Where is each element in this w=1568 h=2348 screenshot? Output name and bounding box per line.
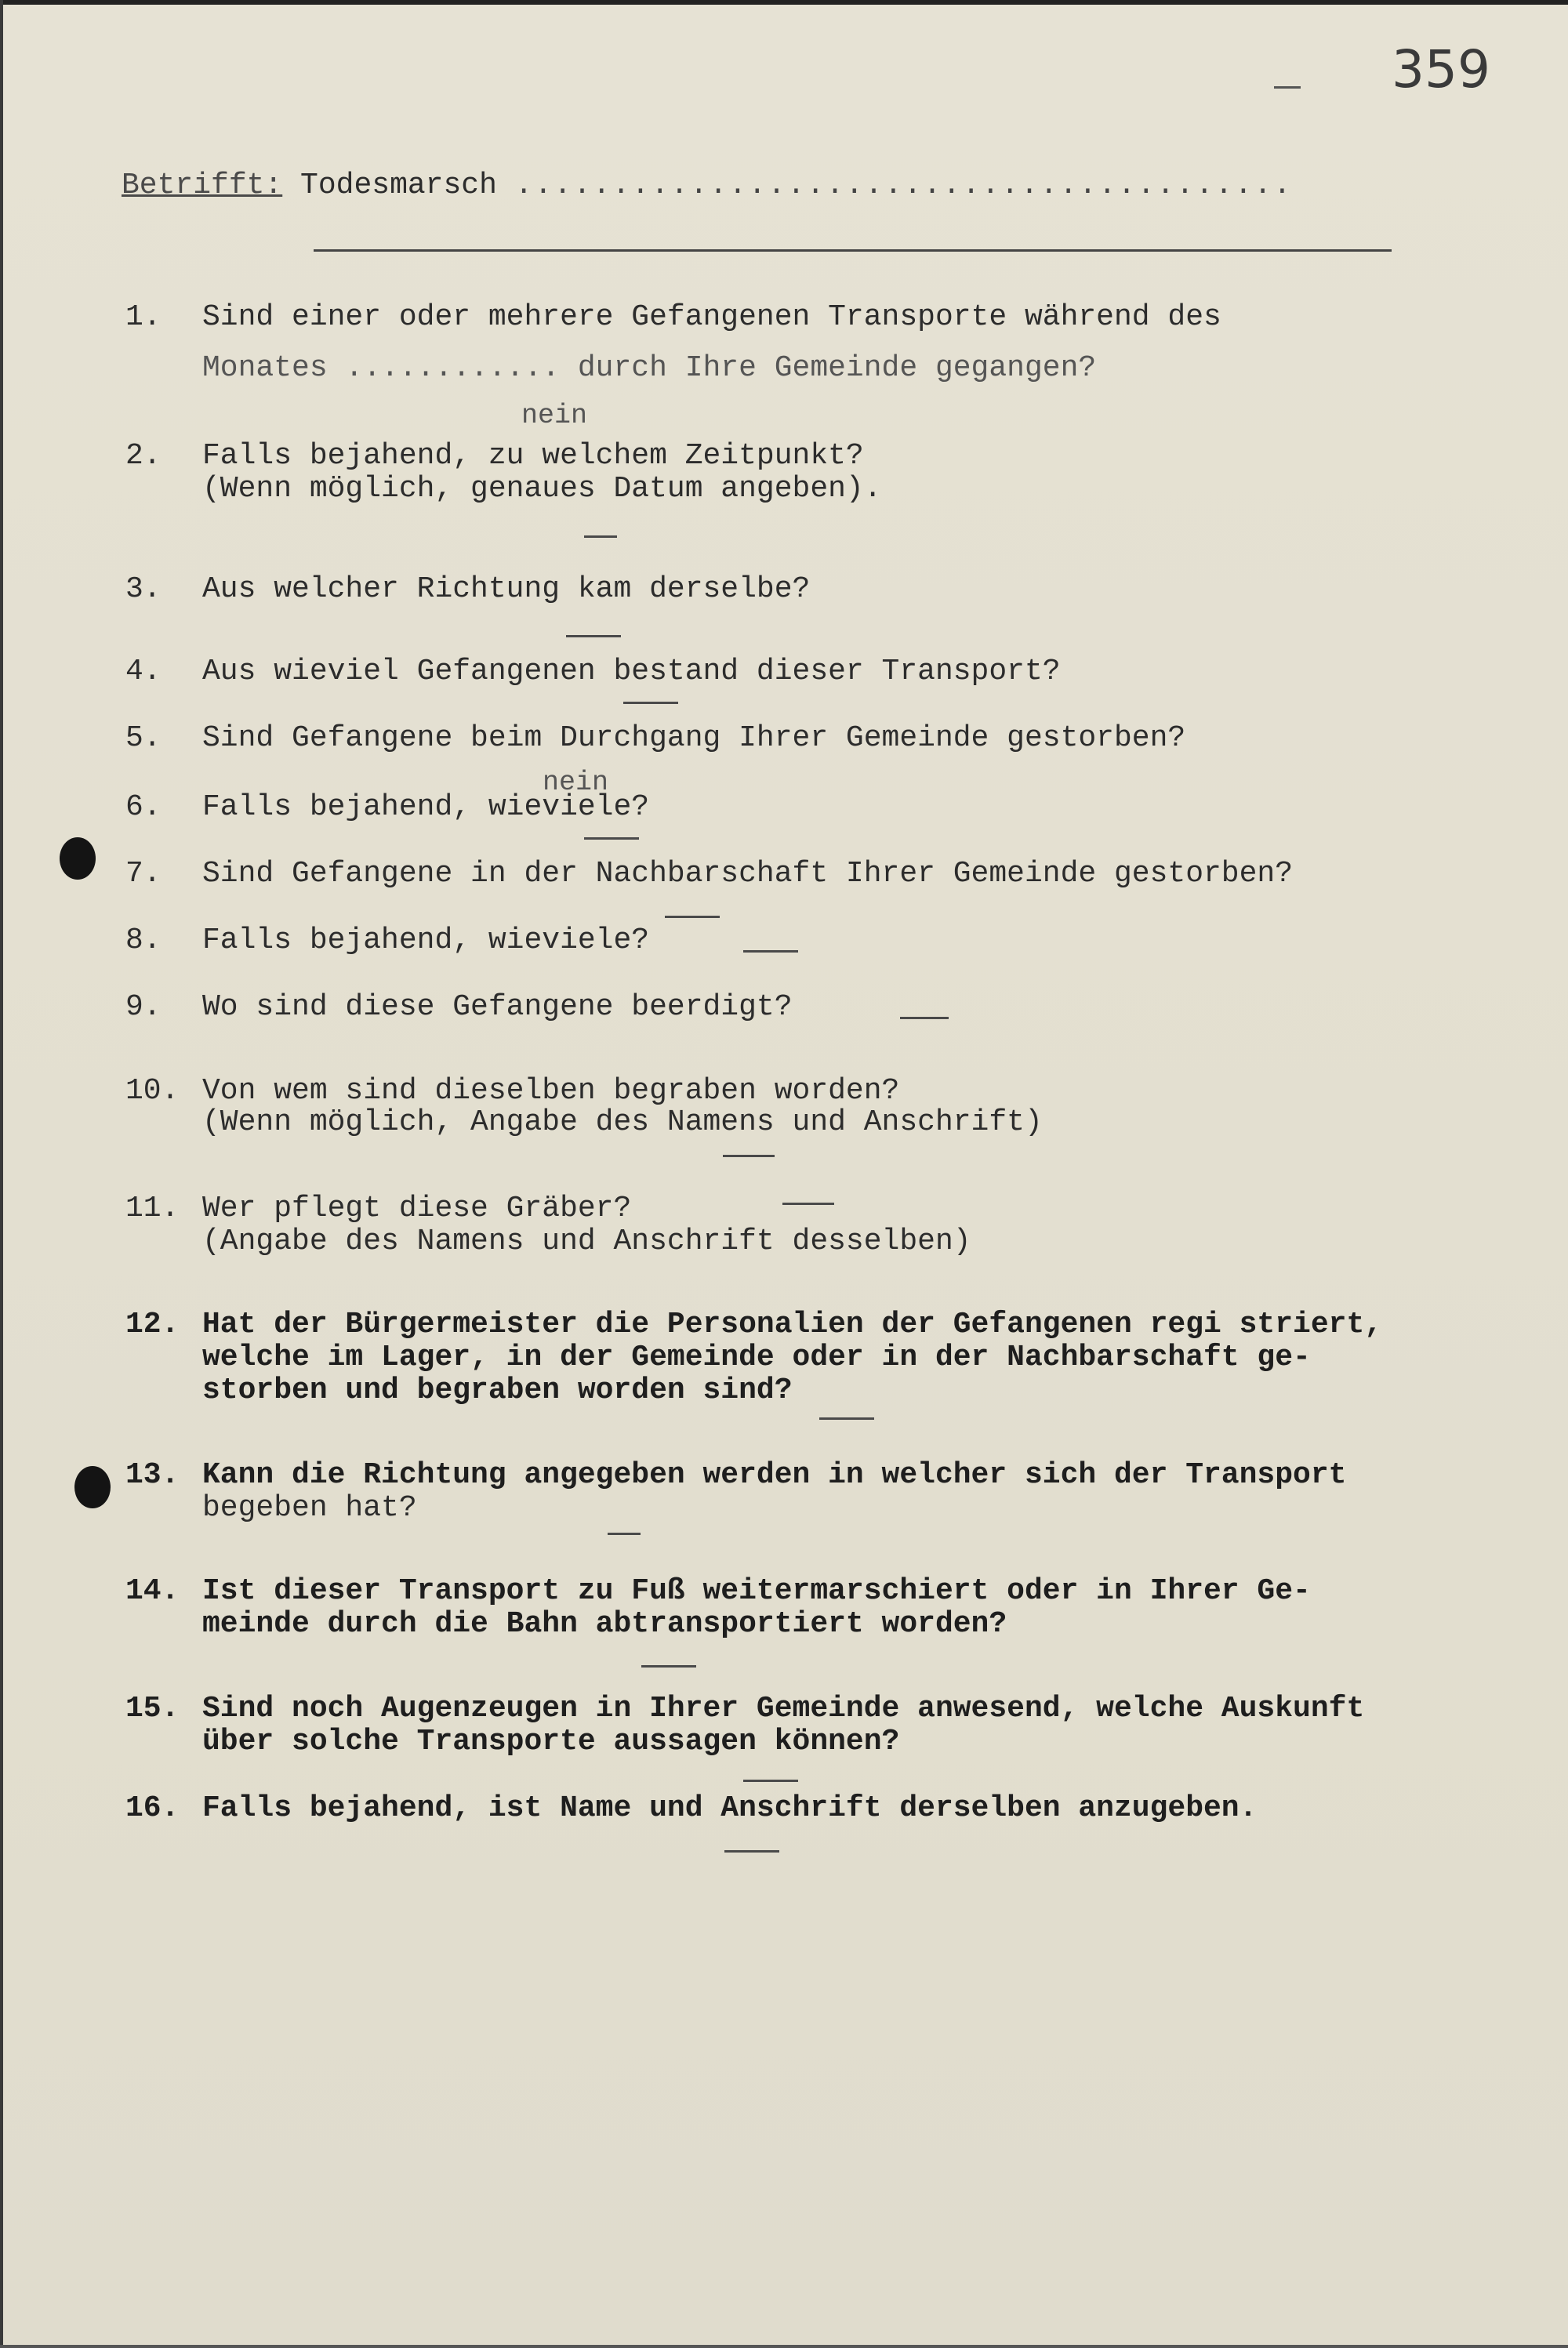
answer-dash [743, 950, 798, 953]
answer-dash [584, 535, 617, 538]
page-number: 359 [1392, 39, 1490, 100]
question-text: welche im Lager, in der Gemeinde oder in der Nachbarschaft ge- [202, 1341, 1311, 1374]
question-2-line-2 [125, 472, 882, 506]
question-14 [125, 1574, 1311, 1609]
subject-value: Todesmarsch [300, 169, 497, 202]
answer-dash [584, 837, 639, 840]
page-number-dash [1274, 86, 1301, 89]
question-text: Sind einer oder mehrere Gefangenen Transporte während des [202, 300, 1221, 334]
question-number: 15. [125, 1692, 180, 1726]
question-number: 9. [125, 990, 162, 1024]
question-13-line-2 [125, 1491, 417, 1526]
question-11-line-2 [125, 1225, 971, 1259]
question-text: begeben hat? [202, 1491, 417, 1525]
question-text: Aus welcher Richtung kam derselbe? [202, 572, 811, 606]
question-4 [125, 655, 1061, 689]
question-12-line-3 [125, 1374, 793, 1408]
question-text: Falls bejahend, zu welchem Zeitpunkt? [202, 439, 864, 473]
punch-hole-bottom [74, 1466, 111, 1508]
question-text: storben und begraben worden sind? [202, 1374, 793, 1407]
subject-line [122, 169, 1293, 202]
question-number: 1. [125, 300, 162, 334]
question-2 [125, 439, 864, 474]
answer-dash [743, 1780, 798, 1782]
scan-edge-top [0, 0, 1568, 5]
question-text: Aus wieviel Gefangenen bestand dieser Transport? [202, 655, 1061, 688]
question-text: meinde durch die Bahn abtransportiert worden? [202, 1607, 1007, 1641]
answer-dash [641, 1665, 696, 1668]
question-15 [125, 1692, 1364, 1726]
question-text: (Angabe des Namens und Anschrift desselben) [202, 1225, 971, 1258]
question-5 [125, 721, 1185, 756]
answer-dash [819, 1417, 874, 1420]
question-text: Wer pflegt diese Gräber? [202, 1192, 632, 1225]
question-text: Falls bejahend, ist Name und Anschrift derselben anzugeben. [202, 1791, 1258, 1825]
question-number: 2. [125, 439, 162, 473]
question-text: über solche Transporte aussagen können? [202, 1725, 900, 1758]
question-8 [125, 924, 649, 958]
question-11 [125, 1192, 631, 1226]
answer-dash [623, 702, 678, 704]
question-number: 16. [125, 1791, 180, 1825]
question-number: 10. [125, 1074, 180, 1108]
question-9 [125, 990, 793, 1025]
question-text: Von wem sind dieselben begraben worden? [202, 1074, 900, 1108]
question-number: 3. [125, 572, 162, 606]
scan-edge-bottom [0, 2345, 1568, 2348]
answer-dash [566, 635, 621, 637]
question-number: 4. [125, 655, 162, 688]
answer-dash [665, 916, 720, 918]
question-text: Falls bejahend, wieviele? [202, 790, 650, 824]
question-number: 14. [125, 1574, 180, 1608]
punch-hole-top [60, 837, 96, 880]
subject-dots: ........................................ [514, 169, 1293, 202]
question-13 [125, 1458, 1346, 1493]
question-14-line-2 [125, 1607, 1007, 1642]
question-text: Ist dieser Transport zu Fuß weitermarschiert oder in Ihrer Ge- [202, 1574, 1311, 1608]
question-number: 12. [125, 1308, 180, 1341]
question-text: Sind Gefangene in der Nachbarschaft Ihrer Gemeinde gestorben? [202, 857, 1294, 891]
question-12-line-2 [125, 1341, 1311, 1375]
question-12 [125, 1308, 1382, 1342]
question-6 [125, 790, 649, 825]
question-15-line-2 [125, 1725, 899, 1759]
subject-rule [314, 249, 1392, 252]
question-3 [125, 572, 810, 607]
question-number: 7. [125, 857, 162, 891]
question-text: Wo sind diese Gefangene beerdigt? [202, 990, 793, 1024]
question-text: Sind Gefangene beim Durchgang Ihrer Gemeinde gestorben? [202, 721, 1186, 755]
question-text: Kann die Richtung angegeben werden in welcher sich der Transport [202, 1458, 1347, 1492]
answer-dash [900, 1017, 949, 1019]
question-number: 6. [125, 790, 162, 824]
answer-dash [608, 1533, 641, 1535]
question-10-line-2 [125, 1105, 1043, 1140]
question-7 [125, 857, 1293, 891]
question-number: 13. [125, 1458, 180, 1492]
question-number: 5. [125, 721, 162, 755]
handwritten-answer-q5: nein [543, 767, 609, 798]
question-text: Monates ............ durch Ihre Gemeinde gegangen? [202, 351, 1097, 385]
handwritten-answer-q1: nein [521, 400, 588, 431]
subject-label: Betrifft: [122, 169, 283, 202]
answer-dash [782, 1203, 834, 1205]
question-text: Hat der Bürgermeister die Personalien der Gefangenen regi striert, [202, 1308, 1383, 1341]
question-text: (Wenn möglich, Angabe des Namens und Anschrift) [202, 1105, 1043, 1139]
scan-edge-left [0, 0, 3, 2348]
question-number: 8. [125, 924, 162, 957]
question-text: Sind noch Augenzeugen in Ihrer Gemeinde anwesend, welche Auskunft [202, 1692, 1365, 1726]
question-10 [125, 1074, 899, 1109]
question-1-line-2 [125, 351, 1096, 386]
question-text: (Wenn möglich, genaues Datum angeben). [202, 472, 882, 506]
question-1 [125, 300, 1221, 335]
answer-dash [723, 1155, 775, 1157]
answer-dash [724, 1850, 779, 1853]
question-16 [125, 1791, 1257, 1826]
question-number: 11. [125, 1192, 180, 1225]
question-text: Falls bejahend, wieviele? [202, 924, 650, 957]
